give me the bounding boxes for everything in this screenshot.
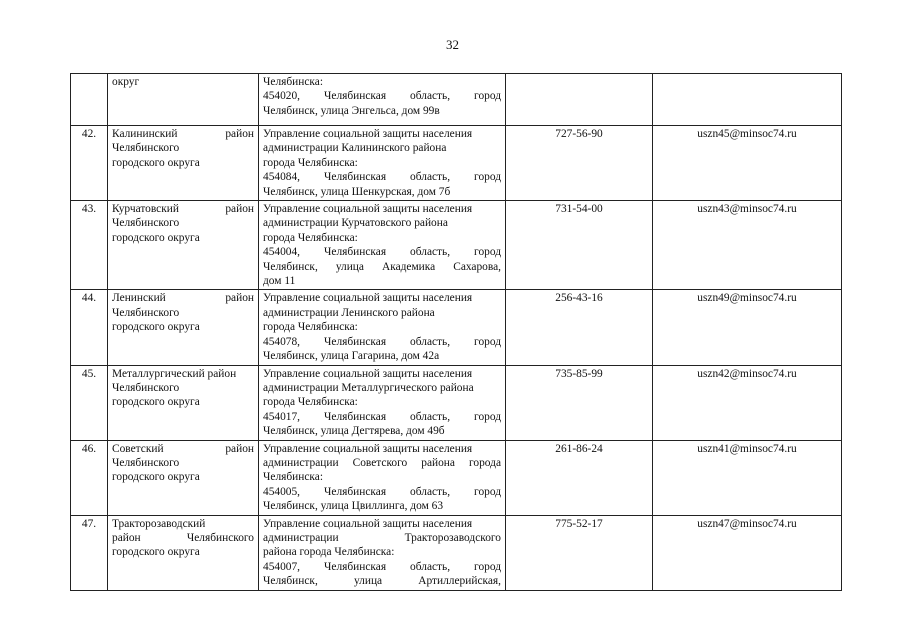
district-line: городского округа: [112, 471, 200, 484]
district-line: городского округа: [112, 546, 200, 559]
address-cell: [259, 74, 506, 126]
email-cell: uszn41@minsoc74.ru: [653, 440, 842, 515]
phone-cell: 261-86-24: [506, 440, 653, 515]
phone-cell: 256-43-16: [506, 290, 653, 365]
district-line: Челябинского: [112, 142, 180, 155]
row-number: 46.: [71, 440, 108, 515]
address-line: Челябинск, улица Энгельса, дом 99в: [263, 104, 440, 117]
address-cell: [259, 126, 506, 201]
district-line: городского округа: [112, 156, 200, 169]
district-cell: [108, 440, 259, 515]
district-line: городского округа: [112, 231, 200, 244]
table-row: [71, 126, 842, 201]
address-line: района города Челябинска:: [263, 546, 395, 559]
district-line: Челябинского: [112, 456, 180, 469]
address-line: Челябинск, улица Цвиллинга, дом 63: [263, 500, 444, 513]
address-line: Челябинск, улица Дегтярева, дом 49б: [263, 425, 445, 438]
district-cell: [108, 201, 259, 290]
address-line: 454005, Челябинская область, город: [263, 485, 501, 498]
row-number: [71, 74, 108, 126]
address-line: администрации Советского района города: [263, 456, 501, 469]
address-cell: [259, 365, 506, 440]
row-number: 42.: [71, 126, 108, 201]
page-number: 32: [446, 37, 459, 52]
address-cell: [259, 440, 506, 515]
registry-table: [70, 73, 842, 591]
row-number: 47.: [71, 515, 108, 590]
district-line: Челябинского: [112, 306, 180, 319]
email-cell: uszn49@minsoc74.ru: [653, 290, 842, 365]
row-number: 45.: [71, 365, 108, 440]
address-line: администрации Калининского района: [263, 142, 447, 155]
district-line: Тракторозаводский: [112, 517, 206, 530]
address-line: Челябинск, улица Шенкурская, дом 7б: [263, 185, 451, 198]
address-line: администрации Курчатовского района: [263, 217, 448, 230]
district-line: Советский район: [112, 442, 254, 455]
table-row: [71, 365, 842, 440]
address-line: Челябинска:: [263, 471, 324, 484]
address-line: города Челябинска:: [263, 396, 358, 409]
district-cell: [108, 365, 259, 440]
email-cell: [653, 74, 842, 126]
address-line: Управление социальной защиты населения: [263, 128, 473, 140]
address-line: 454020, Челябинская область, город: [263, 90, 501, 103]
address-line: 454004, Челябинская область, город: [263, 246, 501, 259]
email-cell: uszn47@minsoc74.ru: [653, 515, 842, 590]
district-line: Челябинского: [112, 217, 180, 230]
address-line: 454078, Челябинская область, город: [263, 335, 501, 348]
district-line: городского округа: [112, 396, 200, 409]
address-line: администрации Ленинского района: [263, 306, 435, 319]
table-row: [71, 201, 842, 290]
table-row: [71, 74, 842, 126]
address-line: Управление социальной защиты населения: [263, 367, 473, 380]
table-row: [71, 290, 842, 365]
address-line: 454017, Челябинская область, город: [263, 410, 501, 423]
address-cell: [259, 515, 506, 590]
phone-cell: [506, 74, 653, 126]
district-line: округ: [112, 76, 140, 88]
district-cell: [108, 290, 259, 365]
district-cell: [108, 126, 259, 201]
district-line: Калининский район: [112, 128, 254, 140]
address-line: города Челябинска:: [263, 231, 358, 244]
email-cell: uszn43@minsoc74.ru: [653, 201, 842, 290]
address-line: 454007, Челябинская область, город: [263, 560, 501, 573]
address-line: Челябинск, улица Гагарина, дом 42а: [263, 350, 440, 363]
district-line: Курчатовский район: [112, 203, 254, 216]
address-line: Управление социальной защиты населения: [263, 442, 473, 455]
address-line: Управление социальной защиты населения: [263, 292, 473, 305]
address-cell: [259, 201, 506, 290]
phone-cell: 727-56-90: [506, 126, 653, 201]
district-line: Ленинский район: [112, 292, 254, 305]
address-line: города Челябинска:: [263, 321, 358, 334]
table-row: [71, 515, 842, 590]
district-line: Челябинского: [112, 381, 180, 394]
district-cell: [108, 74, 259, 126]
table-row: [71, 440, 842, 515]
email-cell: uszn45@minsoc74.ru: [653, 126, 842, 201]
district-line: городского округа: [112, 321, 200, 334]
address-line: дом 11: [263, 275, 296, 288]
phone-cell: 775-52-17: [506, 515, 653, 590]
address-line: Челябинска:: [263, 76, 324, 88]
address-line: 454084, Челябинская область, город: [263, 171, 501, 184]
district-line: Металлургический район: [112, 367, 237, 380]
address-line: Челябинск, улица Академика Сахарова,: [263, 260, 501, 273]
row-number: 44.: [71, 290, 108, 365]
phone-cell: 731-54-00: [506, 201, 653, 290]
address-line: администрации Металлургического района: [263, 381, 474, 394]
address-line: города Челябинска:: [263, 156, 358, 169]
address-cell: [259, 290, 506, 365]
email-cell: uszn42@minsoc74.ru: [653, 365, 842, 440]
address-line: Управление социальной защиты населения: [263, 203, 473, 216]
address-line: Управление социальной защиты населения: [263, 517, 473, 530]
phone-cell: 735-85-99: [506, 365, 653, 440]
address-line: Челябинск, улица Артиллерийская,: [263, 575, 501, 588]
district-cell: [108, 515, 259, 590]
row-number: 43.: [71, 201, 108, 290]
district-line: район Челябинского: [112, 531, 254, 544]
registry-table-body: [71, 74, 842, 591]
address-line: администрации Тракторозаводского: [263, 531, 501, 544]
